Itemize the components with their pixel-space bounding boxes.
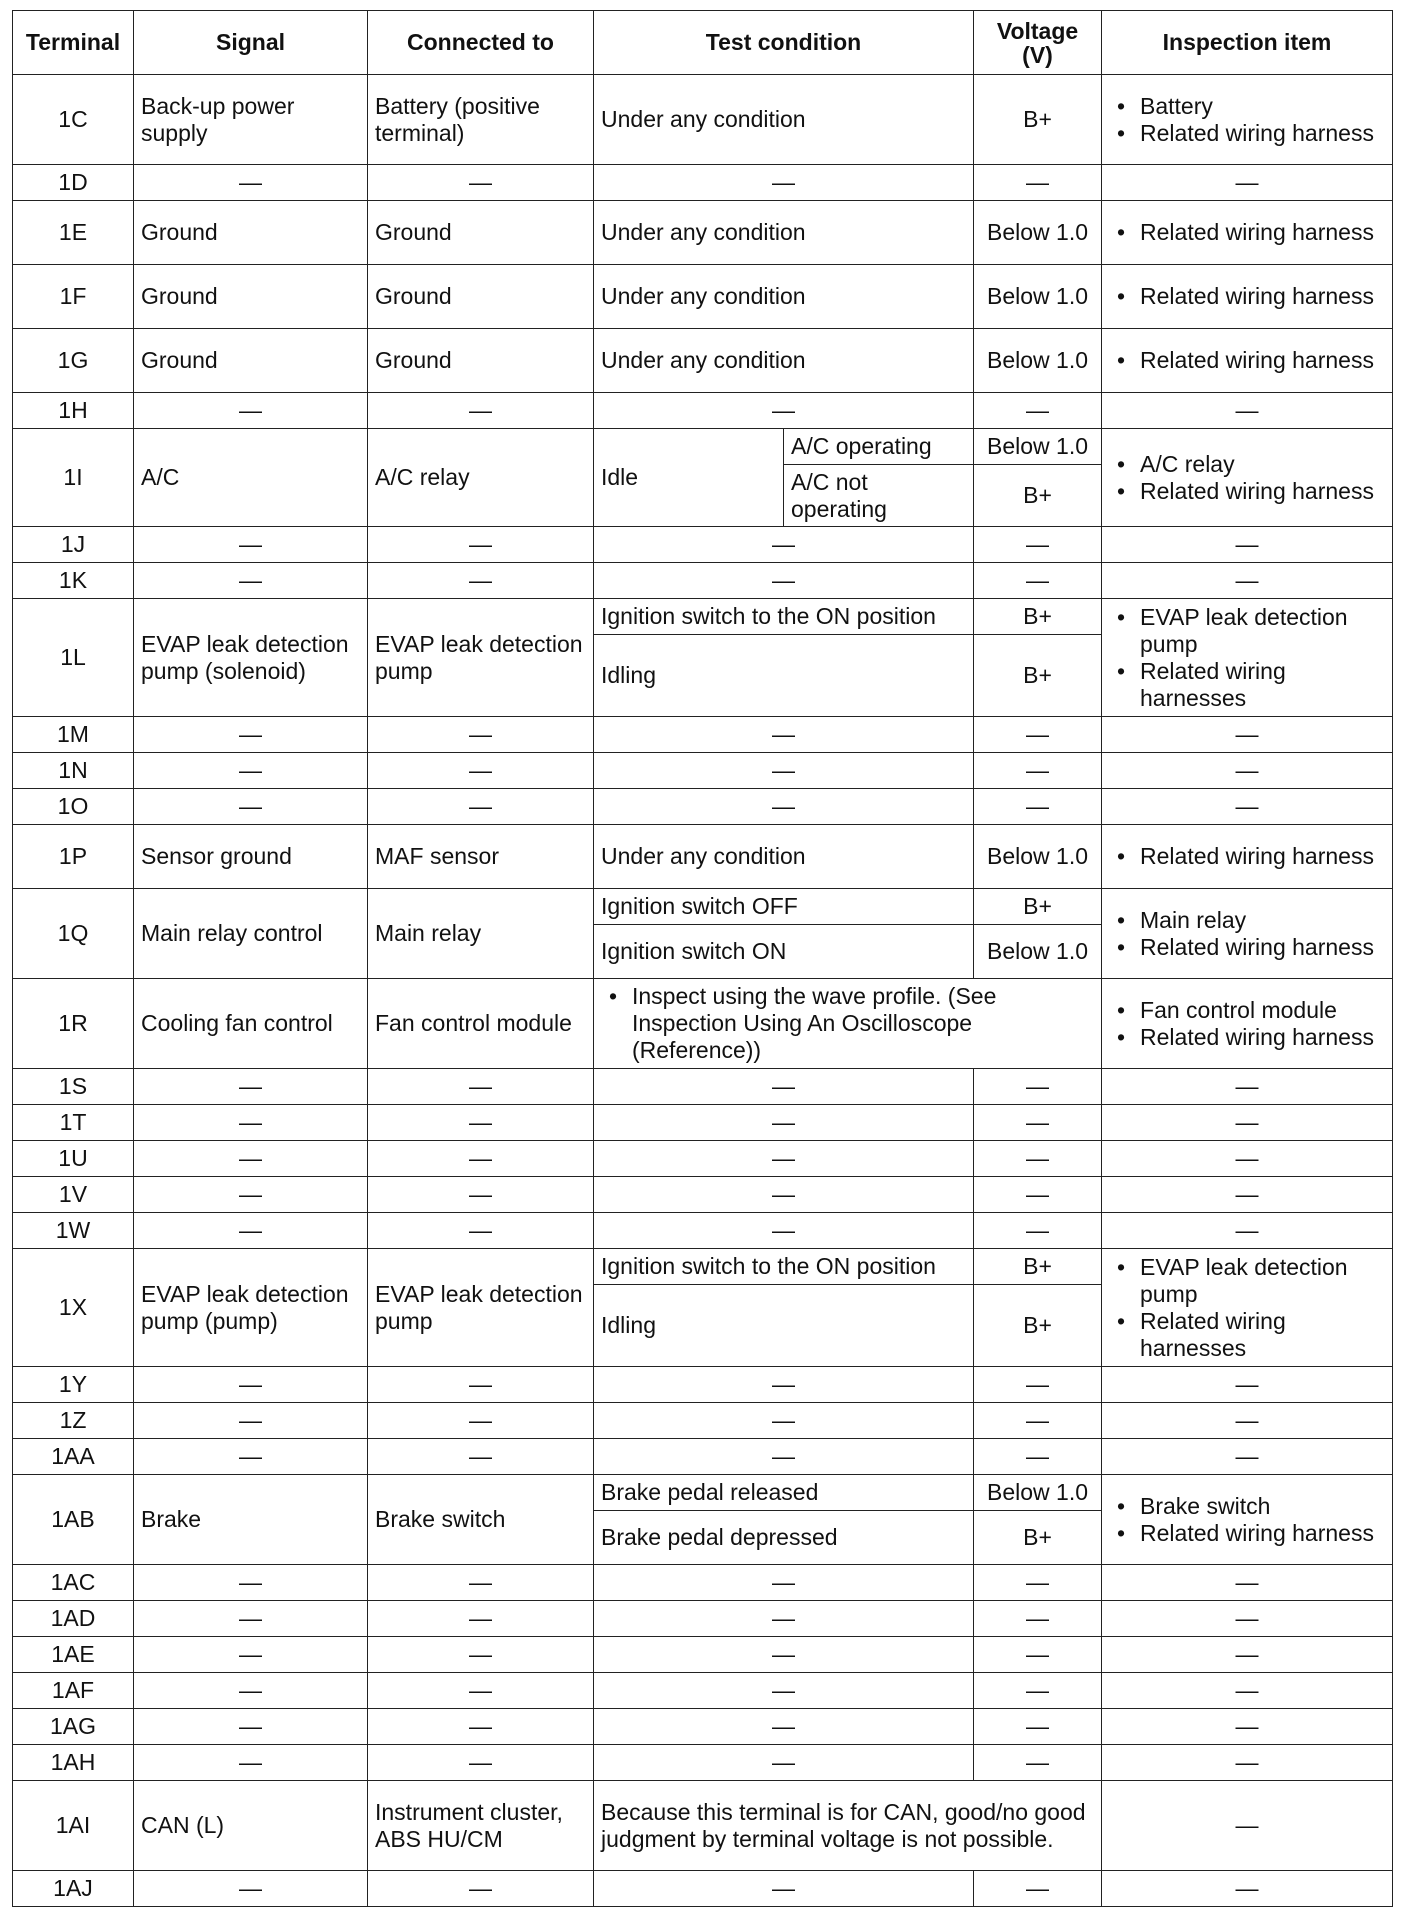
terminal-cell: 1U (13, 1141, 134, 1177)
table-row (13, 393, 1393, 429)
connected-to-cell: — (368, 1367, 594, 1403)
terminal-cell: 1AB (13, 1475, 134, 1565)
voltage-cell: — (974, 1439, 1102, 1475)
inspection-item: • Brake switch (1109, 1493, 1385, 1520)
voltage-cell: — (974, 1403, 1102, 1439)
table-row (13, 1565, 1393, 1601)
connected-to-cell: — (368, 1069, 594, 1105)
table-row (13, 1249, 1393, 1285)
signal-cell: — (134, 1601, 368, 1637)
inspection-item: • Related wiring harness (1109, 120, 1385, 147)
test-condition-cell: Ignition switch OFF (594, 889, 974, 925)
inspection-item-cell: — (1102, 717, 1393, 753)
table-row (13, 563, 1393, 599)
connected-to-cell: Main relay (368, 889, 594, 979)
voltage-cell: Below 1.0 (974, 265, 1102, 329)
voltage-cell: B+ (974, 635, 1102, 717)
test-condition-cell: — (594, 1367, 974, 1403)
connected-to-cell: — (368, 1439, 594, 1475)
inspection-item-cell: — (1102, 1439, 1393, 1475)
voltage-cell: — (974, 393, 1102, 429)
test-condition-cell: — (594, 753, 974, 789)
inspection-item-cell: — (1102, 1637, 1393, 1673)
signal-cell: Main relay control (134, 889, 368, 979)
signal-cell: — (134, 1745, 368, 1781)
terminal-cell: 1R (13, 979, 134, 1069)
table-row (13, 1213, 1393, 1249)
terminal-cell: 1Z (13, 1403, 134, 1439)
test-condition-cell: — (594, 1141, 974, 1177)
signal-cell: — (134, 1637, 368, 1673)
terminal-cell: 1O (13, 789, 134, 825)
connected-to-cell: — (368, 563, 594, 599)
terminal-cell: 1AG (13, 1709, 134, 1745)
test-condition-cell: Idling (594, 635, 974, 717)
terminal-table (12, 10, 1393, 1907)
inspection-item: • Related wiring harness (1109, 1024, 1385, 1051)
table-row (13, 1673, 1393, 1709)
terminal-cell: 1F (13, 265, 134, 329)
header-inspection-item: Inspection item (1102, 11, 1393, 75)
terminal-cell: 1E (13, 201, 134, 265)
inspection-item-cell: — (1102, 1213, 1393, 1249)
voltage-cell: — (974, 1637, 1102, 1673)
test-condition-cell: Idle (594, 429, 784, 527)
terminal-cell: 1L (13, 599, 134, 717)
table-row (13, 201, 1393, 265)
signal-cell: — (134, 717, 368, 753)
table-row (13, 165, 1393, 201)
inspection-item-cell: — (1102, 1709, 1393, 1745)
test-condition-cell: Under any condition (594, 825, 974, 889)
table-row (13, 329, 1393, 393)
voltage-cell: B+ (974, 465, 1102, 527)
signal-cell: — (134, 1673, 368, 1709)
connected-to-cell: Ground (368, 329, 594, 393)
signal-cell: — (134, 1213, 368, 1249)
test-condition-cell: — (594, 1213, 974, 1249)
signal-cell: — (134, 753, 368, 789)
inspection-item-cell (1102, 265, 1393, 329)
test-subcondition-cell: A/C not operating (784, 465, 974, 527)
inspection-item-cell: — (1102, 1403, 1393, 1439)
signal-cell: CAN (L) (134, 1781, 368, 1871)
inspection-item-list (1109, 347, 1385, 374)
connected-to-cell: — (368, 753, 594, 789)
signal-cell: — (134, 1069, 368, 1105)
signal-cell: — (134, 527, 368, 563)
voltage-cell: — (974, 789, 1102, 825)
signal-cell: Brake (134, 1475, 368, 1565)
connected-to-cell: — (368, 717, 594, 753)
connected-to-cell: — (368, 1141, 594, 1177)
inspection-item-list (1109, 604, 1385, 712)
inspection-item-cell: — (1102, 1069, 1393, 1105)
table-row (13, 717, 1393, 753)
terminal-cell: 1M (13, 717, 134, 753)
test-condition-cell: Brake pedal depressed (594, 1511, 974, 1565)
signal-cell: Ground (134, 329, 368, 393)
header-signal: Signal (134, 11, 368, 75)
signal-cell: — (134, 1367, 368, 1403)
terminal-cell: 1AJ (13, 1871, 134, 1907)
inspection-item-cell: — (1102, 1141, 1393, 1177)
voltage-cell: B+ (974, 75, 1102, 165)
inspection-item: • Related wiring harness (1109, 347, 1385, 374)
voltage-cell: — (974, 1709, 1102, 1745)
test-condition-cell: — (594, 1177, 974, 1213)
inspection-item-cell: — (1102, 1781, 1393, 1871)
table-row (13, 1781, 1393, 1871)
connected-to-cell: — (368, 527, 594, 563)
connected-to-cell: EVAP leak detection pump (368, 599, 594, 717)
connected-to-cell: — (368, 1709, 594, 1745)
table-row (13, 1367, 1393, 1403)
inspection-item: • A/C relay (1109, 451, 1385, 478)
terminal-cell: 1G (13, 329, 134, 393)
voltage-cell: Below 1.0 (974, 429, 1102, 465)
inspection-item-cell (1102, 201, 1393, 265)
test-condition-cell (594, 979, 1102, 1069)
test-condition-cell: — (594, 717, 974, 753)
terminal-cell: 1AF (13, 1673, 134, 1709)
signal-cell: Sensor ground (134, 825, 368, 889)
terminal-cell: 1D (13, 165, 134, 201)
test-condition-cell: Ignition switch to the ON position (594, 599, 974, 635)
inspection-item: • Related wiring harness (1109, 219, 1385, 246)
signal-cell: — (134, 393, 368, 429)
test-condition-cell: — (594, 165, 974, 201)
terminal-cell: 1K (13, 563, 134, 599)
terminal-cell: 1Y (13, 1367, 134, 1403)
header-voltage: Voltage (V) (974, 11, 1102, 75)
inspection-item-cell: — (1102, 563, 1393, 599)
signal-cell: Ground (134, 201, 368, 265)
test-condition-cell: — (594, 1105, 974, 1141)
table-row (13, 789, 1393, 825)
signal-cell: Cooling fan control (134, 979, 368, 1069)
connected-to-cell: EVAP leak detection pump (368, 1249, 594, 1367)
signal-cell: Back-up power supply (134, 75, 368, 165)
connected-to-cell: — (368, 789, 594, 825)
test-condition-note (601, 983, 1094, 1064)
test-condition-cell: — (594, 563, 974, 599)
voltage-cell: — (974, 527, 1102, 563)
table-row (13, 1745, 1393, 1781)
inspection-item: • Main relay (1109, 907, 1385, 934)
terminal-cell: 1V (13, 1177, 134, 1213)
test-condition-cell: Brake pedal released (594, 1475, 974, 1511)
test-condition-cell: Because this terminal is for CAN, good/no good judgment by terminal voltage is not possible. (594, 1781, 1102, 1871)
table-row (13, 429, 1393, 465)
connected-to-cell: — (368, 1637, 594, 1673)
voltage-cell: B+ (974, 599, 1102, 635)
test-condition-note-text: • Inspect using the wave profile. (See Inspection Using An Oscilloscope (Reference)) (601, 983, 1094, 1064)
inspection-item: • EVAP leak detection pump (1109, 1254, 1385, 1308)
test-condition-cell: — (594, 1871, 974, 1907)
voltage-cell: Below 1.0 (974, 825, 1102, 889)
inspection-item-list (1109, 93, 1385, 147)
inspection-item-list (1109, 283, 1385, 310)
inspection-item-list (1109, 843, 1385, 870)
voltage-cell: — (974, 1177, 1102, 1213)
connected-to-cell: Ground (368, 201, 594, 265)
voltage-cell: Below 1.0 (974, 1475, 1102, 1511)
test-condition-cell: — (594, 1745, 974, 1781)
inspection-item-cell: — (1102, 1871, 1393, 1907)
inspection-item-list (1109, 907, 1385, 961)
inspection-item: • Related wiring harness (1109, 283, 1385, 310)
table-row (13, 1177, 1393, 1213)
terminal-cell: 1W (13, 1213, 134, 1249)
table-row (13, 1141, 1393, 1177)
table-row (13, 1439, 1393, 1475)
connected-to-cell: MAF sensor (368, 825, 594, 889)
connected-to-cell: Instrument cluster, ABS HU/CM (368, 1781, 594, 1871)
connected-to-cell: — (368, 1565, 594, 1601)
connected-to-cell: — (368, 393, 594, 429)
table-row (13, 1871, 1393, 1907)
inspection-item-list (1109, 451, 1385, 505)
test-condition-cell: — (594, 1601, 974, 1637)
test-condition-cell: — (594, 1637, 974, 1673)
inspection-item-list (1109, 1254, 1385, 1362)
voltage-cell: — (974, 563, 1102, 599)
connected-to-cell: — (368, 1673, 594, 1709)
test-condition-cell: — (594, 789, 974, 825)
inspection-item-cell (1102, 1475, 1393, 1565)
terminal-cell: 1AE (13, 1637, 134, 1673)
terminal-cell: 1X (13, 1249, 134, 1367)
connected-to-cell: — (368, 1745, 594, 1781)
terminal-cell: 1N (13, 753, 134, 789)
terminal-cell: 1Q (13, 889, 134, 979)
voltage-cell: B+ (974, 889, 1102, 925)
inspection-item-cell: — (1102, 1565, 1393, 1601)
table-row (13, 825, 1393, 889)
connected-to-cell: Ground (368, 265, 594, 329)
inspection-item-cell (1102, 429, 1393, 527)
voltage-cell: — (974, 1565, 1102, 1601)
inspection-item-list (1109, 219, 1385, 246)
terminal-cell: 1AI (13, 1781, 134, 1871)
table-row (13, 889, 1393, 925)
terminal-cell: 1AC (13, 1565, 134, 1601)
table-row (13, 1709, 1393, 1745)
inspection-item-cell (1102, 75, 1393, 165)
test-condition-cell: — (594, 1673, 974, 1709)
inspection-item-cell: — (1102, 1367, 1393, 1403)
voltage-cell: Below 1.0 (974, 201, 1102, 265)
inspection-item-cell: — (1102, 393, 1393, 429)
inspection-item-cell: — (1102, 789, 1393, 825)
header-connected-to: Connected to (368, 11, 594, 75)
header-terminal: Terminal (13, 11, 134, 75)
inspection-item-cell: — (1102, 527, 1393, 563)
voltage-cell: B+ (974, 1285, 1102, 1367)
table-row (13, 1069, 1393, 1105)
terminal-inspection-document (12, 10, 1392, 1907)
terminal-cell: 1C (13, 75, 134, 165)
terminal-cell: 1J (13, 527, 134, 563)
test-condition-cell: — (594, 527, 974, 563)
inspection-item-list (1109, 997, 1385, 1051)
connected-to-cell: — (368, 165, 594, 201)
test-condition-cell: — (594, 1565, 974, 1601)
terminal-cell: 1I (13, 429, 134, 527)
inspection-item-cell (1102, 599, 1393, 717)
test-condition-cell: Idling (594, 1285, 974, 1367)
connected-to-cell: — (368, 1105, 594, 1141)
voltage-cell: — (974, 1105, 1102, 1141)
voltage-cell: Below 1.0 (974, 329, 1102, 393)
connected-to-cell: — (368, 1871, 594, 1907)
inspection-item: • Related wiring harness (1109, 843, 1385, 870)
inspection-item: • EVAP leak detection pump (1109, 604, 1385, 658)
voltage-cell: — (974, 1745, 1102, 1781)
voltage-cell: — (974, 753, 1102, 789)
voltage-cell: — (974, 1213, 1102, 1249)
test-condition-cell: Ignition switch to the ON position (594, 1249, 974, 1285)
voltage-cell: — (974, 1673, 1102, 1709)
voltage-cell: Below 1.0 (974, 925, 1102, 979)
inspection-item: • Related wiring harness (1109, 934, 1385, 961)
test-condition-cell: — (594, 1069, 974, 1105)
connected-to-cell: — (368, 1213, 594, 1249)
test-condition-cell: — (594, 1709, 974, 1745)
voltage-cell: — (974, 1601, 1102, 1637)
signal-cell: Ground (134, 265, 368, 329)
signal-cell: EVAP leak detection pump (pump) (134, 1249, 368, 1367)
connected-to-cell: Battery (positive terminal) (368, 75, 594, 165)
inspection-item: • Related wiring harnesses (1109, 1308, 1385, 1362)
table-row (13, 75, 1393, 165)
inspection-item-list (1109, 1493, 1385, 1547)
inspection-item-cell: — (1102, 753, 1393, 789)
voltage-cell: — (974, 1069, 1102, 1105)
voltage-cell: — (974, 1871, 1102, 1907)
inspection-item: • Related wiring harness (1109, 1520, 1385, 1547)
terminal-cell: 1H (13, 393, 134, 429)
connected-to-cell: Brake switch (368, 1475, 594, 1565)
signal-cell: — (134, 1105, 368, 1141)
signal-cell: — (134, 1709, 368, 1745)
voltage-cell: — (974, 165, 1102, 201)
signal-cell: — (134, 165, 368, 201)
inspection-item-cell: — (1102, 1105, 1393, 1141)
test-condition-cell: Under any condition (594, 265, 974, 329)
inspection-item-cell: — (1102, 165, 1393, 201)
terminal-cell: 1T (13, 1105, 134, 1141)
connected-to-cell: — (368, 1177, 594, 1213)
voltage-cell: B+ (974, 1249, 1102, 1285)
inspection-item-cell: — (1102, 1745, 1393, 1781)
table-row (13, 1637, 1393, 1673)
signal-cell: — (134, 1565, 368, 1601)
table-row (13, 599, 1393, 635)
table-row (13, 1105, 1393, 1141)
signal-cell: — (134, 1403, 368, 1439)
inspection-item: • Related wiring harness (1109, 478, 1385, 505)
terminal-cell: 1S (13, 1069, 134, 1105)
signal-cell: — (134, 1141, 368, 1177)
inspection-item-cell (1102, 889, 1393, 979)
signal-cell: — (134, 1177, 368, 1213)
signal-cell: A/C (134, 429, 368, 527)
signal-cell: — (134, 1871, 368, 1907)
terminal-cell: 1AD (13, 1601, 134, 1637)
test-condition-cell: Under any condition (594, 201, 974, 265)
inspection-item: • Battery (1109, 93, 1385, 120)
terminal-cell: 1P (13, 825, 134, 889)
inspection-item: • Fan control module (1109, 997, 1385, 1024)
inspection-item-cell (1102, 825, 1393, 889)
test-condition-cell: Ignition switch ON (594, 925, 974, 979)
header-row (13, 11, 1393, 75)
header-test-condition: Test condition (594, 11, 974, 75)
voltage-cell: — (974, 1141, 1102, 1177)
inspection-item-cell: — (1102, 1177, 1393, 1213)
table-row (13, 265, 1393, 329)
terminal-cell: 1AH (13, 1745, 134, 1781)
voltage-cell: — (974, 1367, 1102, 1403)
table-row (13, 1403, 1393, 1439)
inspection-item-cell (1102, 329, 1393, 393)
connected-to-cell: Fan control module (368, 979, 594, 1069)
connected-to-cell: A/C relay (368, 429, 594, 527)
table-row (13, 979, 1393, 1069)
table-row (13, 1601, 1393, 1637)
table-row (13, 1475, 1393, 1511)
signal-cell: — (134, 1439, 368, 1475)
test-condition-cell: — (594, 393, 974, 429)
table-row (13, 753, 1393, 789)
test-condition-cell: — (594, 1439, 974, 1475)
signal-cell: — (134, 789, 368, 825)
voltage-cell: — (974, 717, 1102, 753)
table-row (13, 527, 1393, 563)
test-condition-cell: — (594, 1403, 974, 1439)
voltage-cell: B+ (974, 1511, 1102, 1565)
connected-to-cell: — (368, 1601, 594, 1637)
signal-cell: — (134, 563, 368, 599)
terminal-cell: 1AA (13, 1439, 134, 1475)
signal-cell: EVAP leak detection pump (solenoid) (134, 599, 368, 717)
inspection-item-cell (1102, 1249, 1393, 1367)
table-body (13, 75, 1393, 1907)
inspection-item-cell: — (1102, 1601, 1393, 1637)
test-condition-cell: Under any condition (594, 75, 974, 165)
inspection-item-cell: — (1102, 1673, 1393, 1709)
inspection-item: • Related wiring harnesses (1109, 658, 1385, 712)
test-subcondition-cell: A/C operating (784, 429, 974, 465)
connected-to-cell: — (368, 1403, 594, 1439)
inspection-item-cell (1102, 979, 1393, 1069)
test-condition-cell: Under any condition (594, 329, 974, 393)
